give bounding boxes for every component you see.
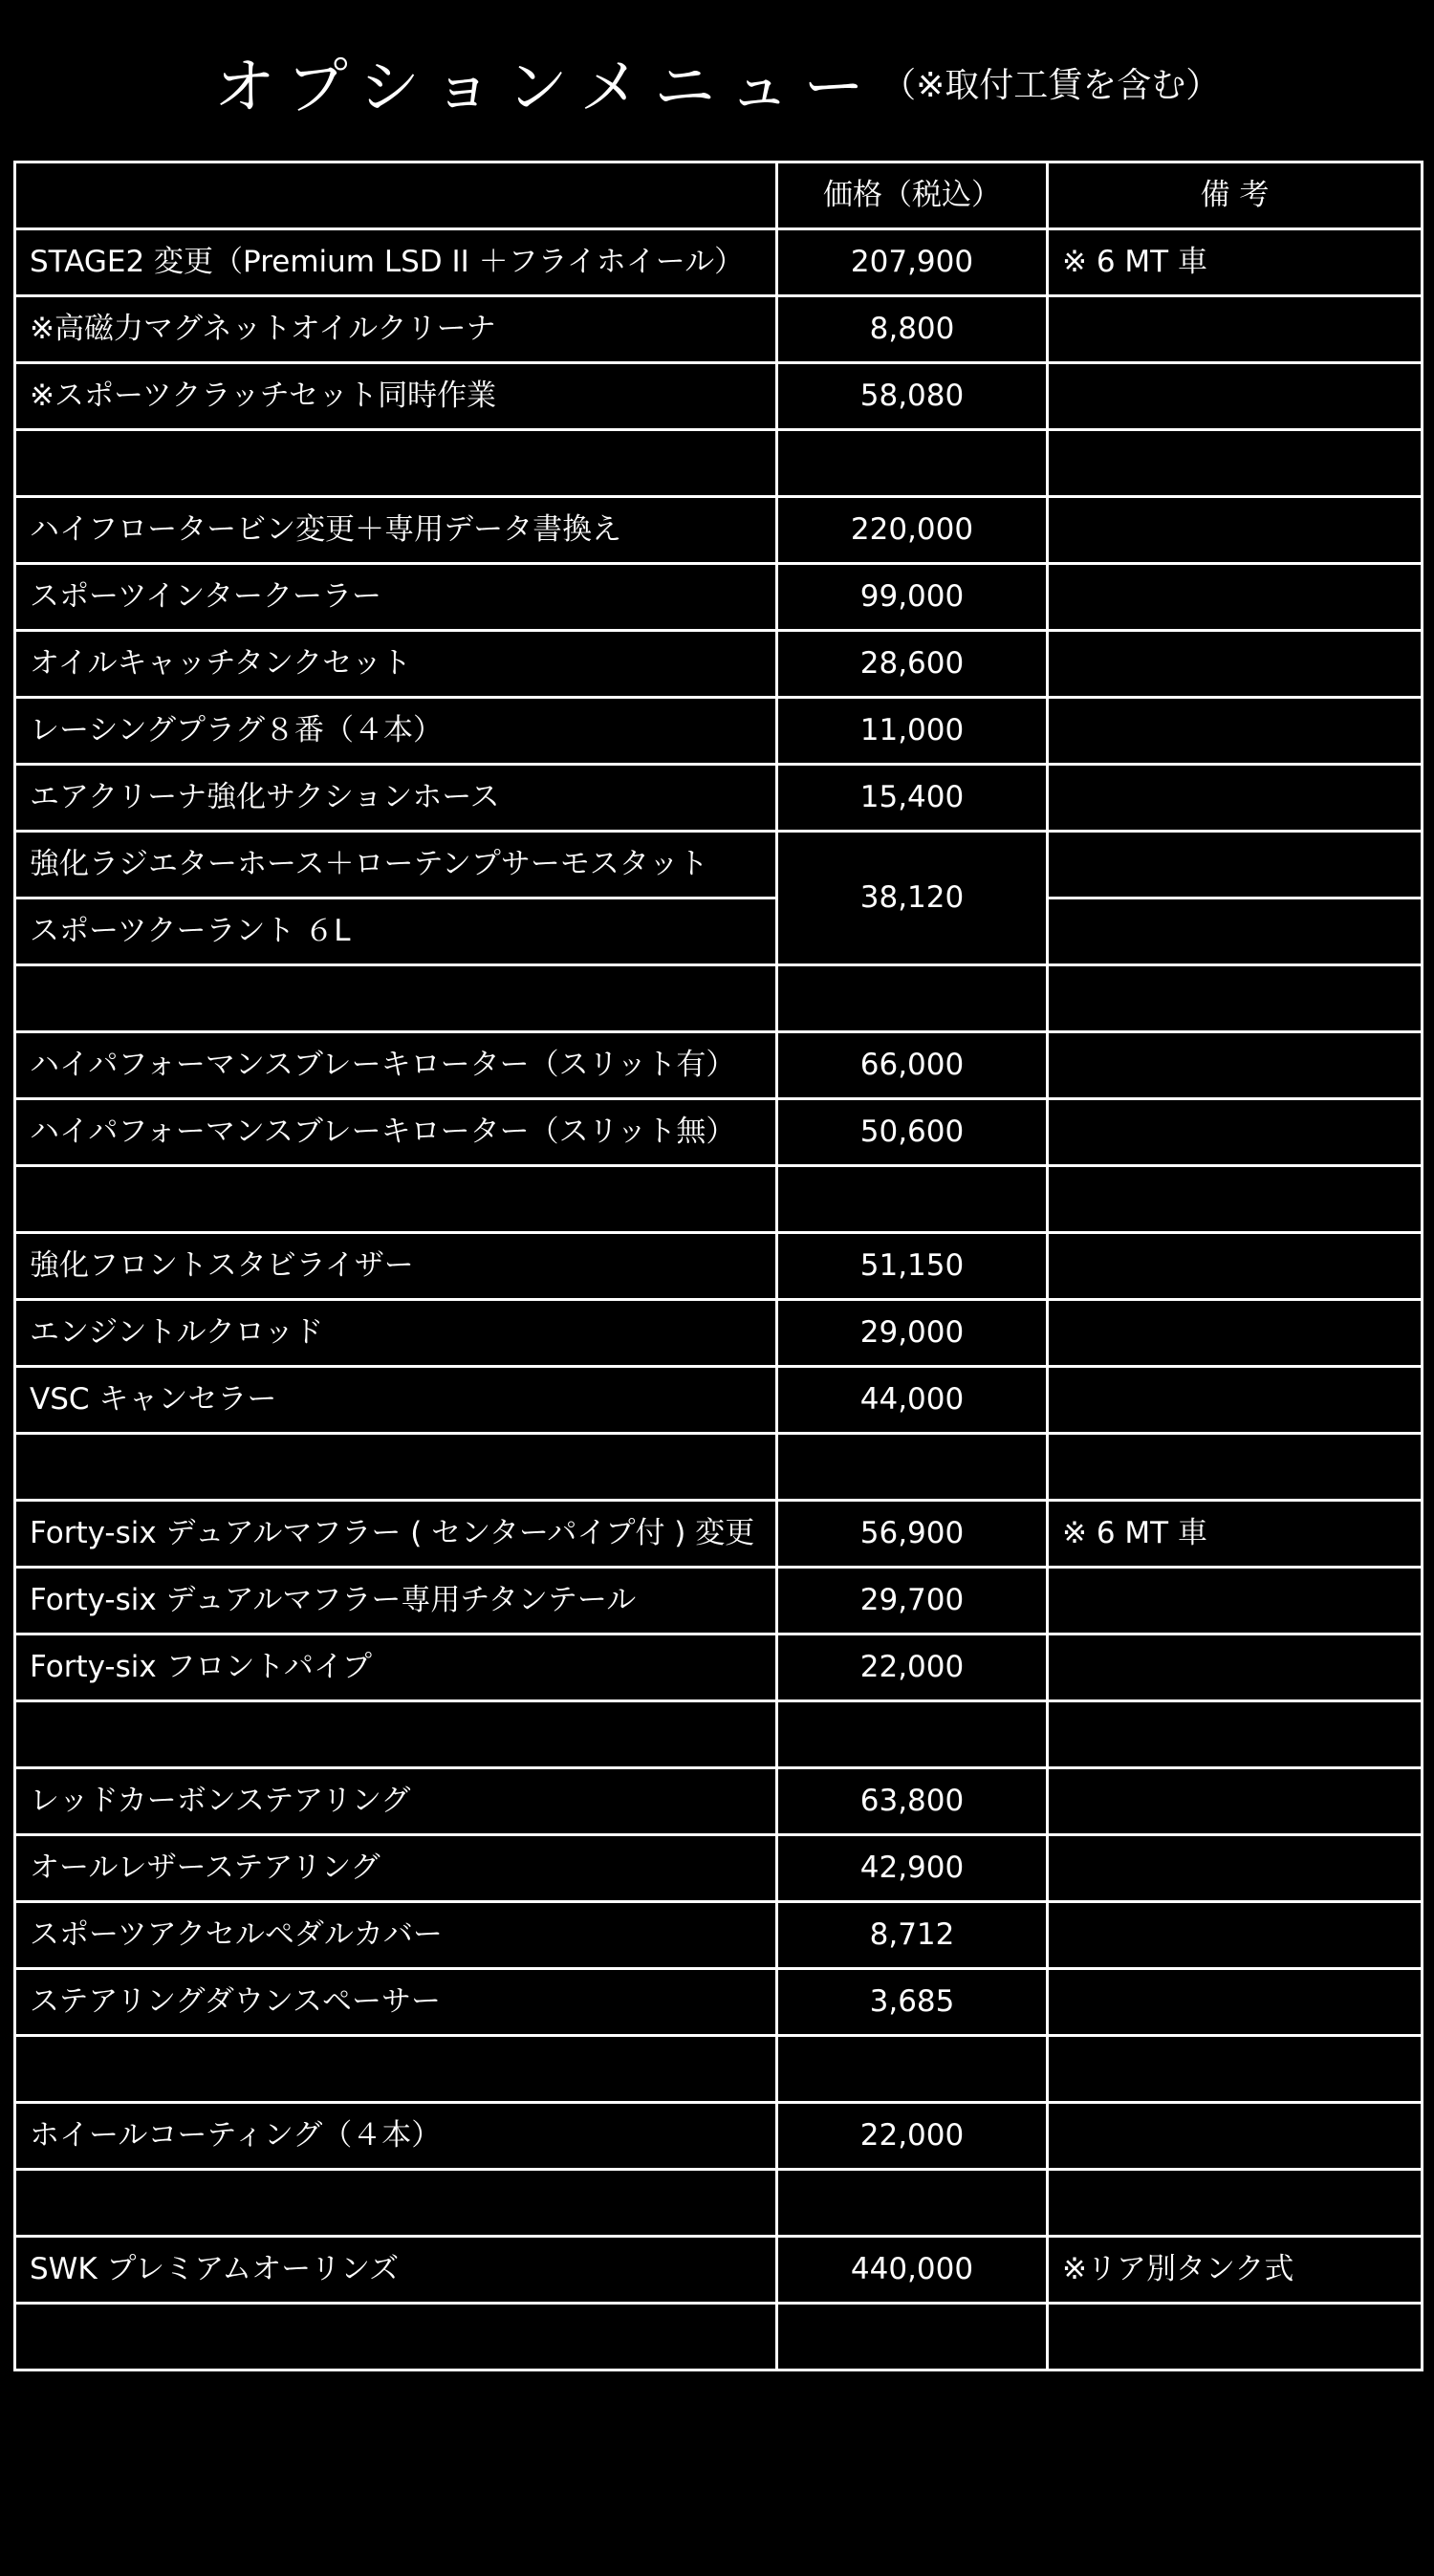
item-name: Forty-six フロントパイプ — [15, 1634, 777, 1701]
header-note: 備 考 — [1048, 162, 1423, 229]
item-name: オイルキャッチタンクセット — [15, 631, 777, 698]
item-note — [1048, 2304, 1423, 2370]
table-row — [15, 2036, 1423, 2103]
table-row — [15, 1166, 1423, 1233]
item-price — [777, 2170, 1048, 2237]
item-note — [1048, 1367, 1423, 1434]
item-note — [1048, 1233, 1423, 1300]
item-name: Forty-six デュアルマフラー専用チタンテール — [15, 1568, 777, 1634]
item-note — [1048, 832, 1423, 898]
item-note: ※ 6 MT 車 — [1048, 229, 1423, 296]
item-name: ハイパフォーマンスブレーキローター（スリット無） — [15, 1099, 777, 1166]
table-row — [15, 296, 1423, 363]
table-row — [15, 765, 1423, 832]
table-row — [15, 1032, 1423, 1099]
item-price: 66,000 — [777, 1032, 1048, 1099]
item-price — [777, 1434, 1048, 1501]
title-subtitle: （※取付工賃を含む） — [881, 65, 1221, 105]
item-price: 99,000 — [777, 564, 1048, 631]
table-header-row — [15, 162, 1423, 229]
table-row — [15, 2237, 1423, 2304]
item-note — [1048, 1969, 1423, 2036]
item-note — [1048, 1701, 1423, 1768]
table-row — [15, 430, 1423, 497]
item-name: ステアリングダウンスペーサー — [15, 1969, 777, 2036]
item-note — [1048, 631, 1423, 698]
item-note: ※リア別タンク式 — [1048, 2237, 1423, 2304]
table-row — [15, 698, 1423, 765]
item-name — [15, 965, 777, 1032]
item-price: 50,600 — [777, 1099, 1048, 1166]
item-price: 56,900 — [777, 1501, 1048, 1568]
item-price: 3,685 — [777, 1969, 1048, 2036]
item-name — [15, 1166, 777, 1233]
item-name: STAGE2 変更（Premium LSD II ＋フライホイール） — [15, 229, 777, 296]
item-note: ※ 6 MT 車 — [1048, 1501, 1423, 1568]
item-price — [777, 2304, 1048, 2370]
item-price: 29,700 — [777, 1568, 1048, 1634]
item-note — [1048, 430, 1423, 497]
item-name: VSC キャンセラー — [15, 1367, 777, 1434]
item-name — [15, 2304, 777, 2370]
item-price: 440,000 — [777, 2237, 1048, 2304]
item-price: 11,000 — [777, 698, 1048, 765]
table-row — [15, 1768, 1423, 1835]
item-name: SWK プレミアムオーリンズ — [15, 2237, 777, 2304]
item-price: 8,800 — [777, 296, 1048, 363]
item-note — [1048, 1099, 1423, 1166]
header-price: 価格（税込） — [777, 162, 1048, 229]
item-name: レッドカーボンステアリング — [15, 1768, 777, 1835]
table-row — [15, 1568, 1423, 1634]
item-note — [1048, 564, 1423, 631]
item-note — [1048, 1032, 1423, 1099]
item-price: 22,000 — [777, 1634, 1048, 1701]
item-price — [777, 2036, 1048, 2103]
table-row — [15, 1434, 1423, 1501]
item-name: 強化フロントスタビライザー — [15, 1233, 777, 1300]
item-name — [15, 1434, 777, 1501]
item-note — [1048, 1902, 1423, 1969]
item-note — [1048, 2036, 1423, 2103]
page-title — [0, 38, 1434, 143]
item-price: 58,080 — [777, 363, 1048, 430]
item-price: 15,400 — [777, 765, 1048, 832]
item-name: ※高磁力マグネットオイルクリーナ — [15, 296, 777, 363]
table-row — [15, 2103, 1423, 2170]
item-price: 51,150 — [777, 1233, 1048, 1300]
table-row — [15, 1969, 1423, 2036]
item-name: スポーツクーラント ６L — [15, 898, 777, 965]
item-price — [777, 1701, 1048, 1768]
item-note — [1048, 363, 1423, 430]
item-price: 22,000 — [777, 2103, 1048, 2170]
table-row — [15, 2304, 1423, 2370]
item-note — [1048, 2170, 1423, 2237]
item-note — [1048, 1166, 1423, 1233]
item-price: 38,120 — [777, 832, 1048, 965]
table-row — [15, 1835, 1423, 1902]
table-row — [15, 1902, 1423, 1969]
item-price: 44,000 — [777, 1367, 1048, 1434]
item-name: 強化ラジエターホース＋ローテンプサーモスタット — [15, 832, 777, 898]
item-note — [1048, 1434, 1423, 1501]
header-item — [15, 162, 777, 229]
item-price: 42,900 — [777, 1835, 1048, 1902]
item-price — [777, 1166, 1048, 1233]
item-note — [1048, 765, 1423, 832]
table-row — [15, 2170, 1423, 2237]
item-note — [1048, 965, 1423, 1032]
item-name: レーシングプラグ８番（４本） — [15, 698, 777, 765]
item-note — [1048, 1835, 1423, 1902]
item-price: 8,712 — [777, 1902, 1048, 1969]
option-menu-table — [13, 161, 1423, 2371]
title-text: オプションメニュー — [213, 53, 879, 123]
item-price: 63,800 — [777, 1768, 1048, 1835]
item-name — [15, 2170, 777, 2237]
item-note — [1048, 296, 1423, 363]
item-price: 220,000 — [777, 497, 1048, 564]
item-name: ※スポーツクラッチセット同時作業 — [15, 363, 777, 430]
item-name — [15, 2036, 777, 2103]
table-row — [15, 1233, 1423, 1300]
item-name — [15, 430, 777, 497]
item-note — [1048, 1300, 1423, 1367]
table-row — [15, 363, 1423, 430]
item-name: Forty-six デュアルマフラー ( センターパイプ付 ) 変更 — [15, 1501, 777, 1568]
item-name: ハイフロータービン変更＋専用データ書換え — [15, 497, 777, 564]
table-row — [15, 1300, 1423, 1367]
table-row — [15, 1367, 1423, 1434]
table-row — [15, 898, 1423, 965]
item-note — [1048, 698, 1423, 765]
item-price — [777, 430, 1048, 497]
table-row — [15, 564, 1423, 631]
item-note — [1048, 2103, 1423, 2170]
item-note — [1048, 1768, 1423, 1835]
item-name: スポーツアクセルペダルカバー — [15, 1902, 777, 1969]
item-note — [1048, 898, 1423, 965]
table-row — [15, 1701, 1423, 1768]
item-name: ハイパフォーマンスブレーキローター（スリット有） — [15, 1032, 777, 1099]
item-price: 207,900 — [777, 229, 1048, 296]
table-row — [15, 631, 1423, 698]
table-body — [15, 229, 1423, 2370]
table-row — [15, 497, 1423, 564]
item-name — [15, 1701, 777, 1768]
table-row — [15, 229, 1423, 296]
item-name: エンジントルクロッド — [15, 1300, 777, 1367]
item-name: スポーツインタークーラー — [15, 564, 777, 631]
item-name: オールレザーステアリング — [15, 1835, 777, 1902]
item-note — [1048, 497, 1423, 564]
item-price: 29,000 — [777, 1300, 1048, 1367]
item-name: エアクリーナ強化サクションホース — [15, 765, 777, 832]
table-row — [15, 1634, 1423, 1701]
item-price — [777, 965, 1048, 1032]
table-row — [15, 832, 1423, 898]
item-note — [1048, 1634, 1423, 1701]
table-row — [15, 1501, 1423, 1568]
item-name: ホイールコーティング（４本） — [15, 2103, 777, 2170]
table-row — [15, 1099, 1423, 1166]
table-row — [15, 965, 1423, 1032]
item-price: 28,600 — [777, 631, 1048, 698]
item-note — [1048, 1568, 1423, 1634]
